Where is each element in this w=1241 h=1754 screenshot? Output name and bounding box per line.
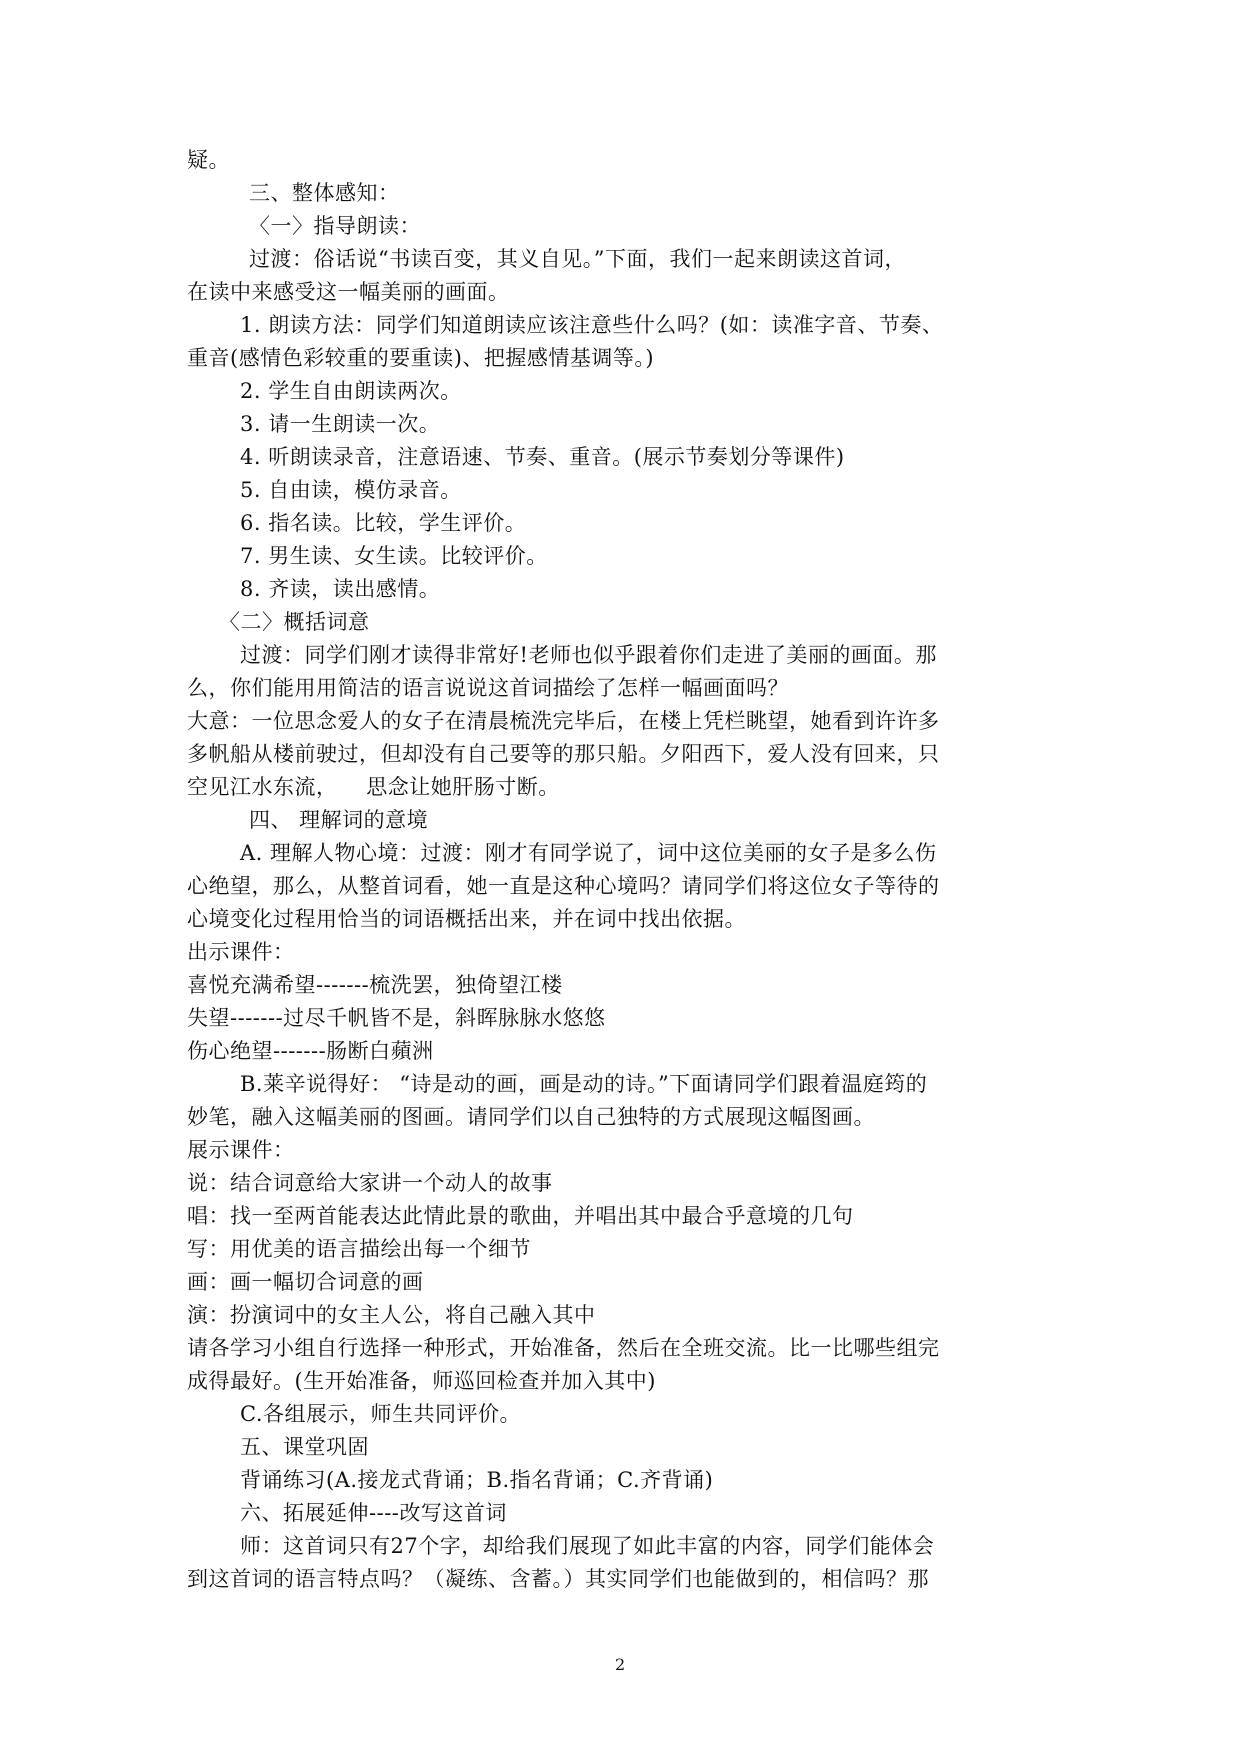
text-line: 疑。 — [187, 148, 230, 172]
section-heading: 五、课堂巩固 — [240, 1435, 369, 1459]
text-line: 空见江水东流， 思念让她肝肠寸断。 — [187, 775, 560, 799]
text-line: 画：画一幅切合词意的画 — [187, 1270, 424, 1294]
text-line: 说：结合词意给大家讲一个动人的故事 — [187, 1171, 553, 1195]
subsection-heading: 〈一〉指导朗读： — [249, 214, 421, 238]
text-line: 成得最好。(生开始准备，师巡回检查并加入其中) — [187, 1369, 656, 1393]
text-line: 心境变化过程用恰当的词语概括出来，并在词中找出依据。 — [187, 907, 746, 931]
text-line: 师：这首词只有27个字，却给我们展现了如此丰富的内容，同学们能体会 — [240, 1534, 935, 1558]
text-line: 唱：找一至两首能表达此情此景的歌曲，并唱出其中最合乎意境的几句 — [187, 1204, 854, 1228]
subsection-heading: 〈二〉概括词意 — [219, 610, 370, 634]
text-line: 大意：一位思念爱人的女子在清晨梳洗完毕后，在楼上凭栏眺望，她看到许许多 — [187, 709, 940, 733]
text-line: 出示课件： — [187, 940, 295, 964]
list-item: 1. 朗读方法：同学们知道朗读应该注意些什么吗？(如：读准字音、节奏、 — [240, 313, 944, 337]
text-line: 展示课件： — [187, 1138, 295, 1162]
text-line: 写：用优美的语言描绘出每一个细节 — [187, 1237, 531, 1261]
page-number: 2 — [615, 1655, 626, 1674]
text-line: 请各学习小组自行选择一种形式，开始准备，然后在全班交流。比一比哪些组完 — [187, 1336, 940, 1360]
list-item: 7. 男生读、女生读。比较评价。 — [240, 544, 548, 568]
text-line: C.各组展示，师生共同评价。 — [240, 1402, 521, 1426]
list-item: 5. 自由读，模仿录音。 — [240, 478, 462, 502]
text-line: 到这首词的语言特点吗？（凝练、含蓄。）其实同学们也能做到的，相信吗？那 — [187, 1567, 929, 1591]
list-item: 2. 学生自由朗读两次。 — [240, 379, 462, 403]
section-heading: 三、整体感知： — [249, 181, 400, 205]
list-item: 8. 齐读，读出感情。 — [240, 577, 441, 601]
text-line: 在读中来感受这一幅美丽的画面。 — [187, 280, 510, 304]
text-line: 妙笔，融入这幅美丽的图画。请同学们以自己独特的方式展现这幅图画。 — [187, 1105, 875, 1129]
list-item: 6. 指名读。比较，学生评价。 — [240, 511, 527, 535]
text-line: B.莱辛说得好： “诗是动的画，画是动的诗。”下面请同学们跟着温庭筠的 — [240, 1072, 928, 1096]
text-line: 多帆船从楼前驶过，但却没有自己要等的那只船。夕阳西下，爱人没有回来，只 — [187, 742, 940, 766]
text-line: 伤心绝望-------肠断白蘋洲 — [187, 1039, 434, 1063]
section-heading: 六、拓展延伸----改写这首词 — [240, 1501, 507, 1525]
list-item: 3. 请一生朗读一次。 — [240, 412, 441, 436]
text-line: A. 理解人物心境：过渡：刚才有同学说了，词中这位美丽的女子是多么伤 — [240, 841, 937, 865]
text-line: 背诵练习(A.接龙式背诵；B.指名背诵；C.齐背诵) — [240, 1468, 714, 1492]
text-line: 演：扮演词中的女主人公，将自己融入其中 — [187, 1303, 596, 1327]
text-line: 过渡：俗话说“书读百变，其义自见。”下面，我们一起来朗读这首词， — [249, 247, 906, 271]
list-item: 4. 听朗读录音，注意语速、节奏、重音。(展示节奏划分等课件) — [240, 445, 845, 469]
section-heading: 四、 理解词的意境 — [249, 808, 429, 832]
text-line: 过渡：同学们刚才读得非常好!老师也似乎跟着你们走进了美丽的画面。那 — [240, 643, 937, 667]
text-line: 重音(感情色彩较重的要重读)、把握感情基调等。) — [187, 346, 655, 370]
text-line: 喜悦充满希望-------梳洗罢，独倚望江楼 — [187, 973, 563, 997]
text-line: 么，你们能用用简洁的语言说说这首词描绘了怎样一幅画面吗？ — [187, 676, 789, 700]
text-line: 失望-------过尽千帆皆不是，斜晖脉脉水悠悠 — [187, 1006, 606, 1030]
text-line: 心绝望，那么，从整首词看，她一直是这种心境吗？请同学们将这位女子等待的 — [187, 874, 940, 898]
